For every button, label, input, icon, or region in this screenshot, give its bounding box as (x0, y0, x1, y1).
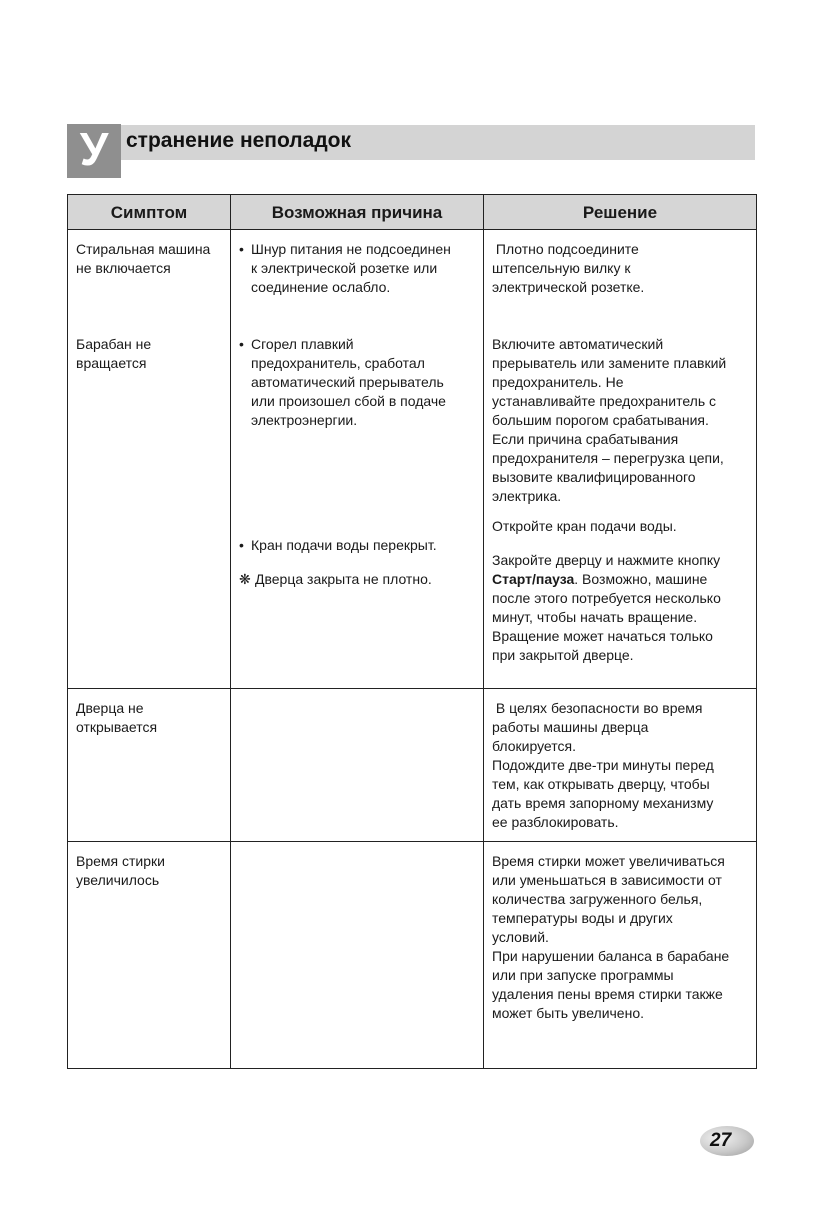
cause-line: к электрической розетке или (251, 260, 438, 276)
symptom-line: не включается (76, 260, 171, 276)
solution-line: ее разблокировать. (492, 814, 619, 830)
solution-line: Вращение может начаться только (492, 628, 713, 644)
solution-line: при закрытой дверце. (492, 647, 634, 663)
solution-line: При нарушении баланса в барабане (492, 948, 730, 964)
cause-cell (231, 842, 484, 1069)
solution-line: Откройте кран подачи воды. (492, 518, 677, 534)
solution-line: предохранитель. Не (492, 374, 624, 390)
section-header (67, 124, 755, 178)
cause-item (239, 570, 475, 589)
solution-line (492, 570, 748, 589)
solution-line: В целях безопасности во время (492, 700, 703, 716)
solution-line: большим порогом срабатывания. (492, 412, 709, 428)
page-title: странение неполадок (126, 129, 351, 152)
solution-line: Подождите две-три минуты перед (492, 757, 714, 773)
cause-line: Кран подачи воды перекрыт. (251, 537, 437, 553)
symptom-line: Дверца не (76, 700, 144, 716)
solution-line: Если причина срабатывания (492, 431, 679, 447)
solution-line: Закройте дверцу и нажмите кнопку (492, 552, 721, 568)
solution-cell (484, 230, 757, 689)
solution-line: условий. (492, 929, 549, 945)
table-row (68, 230, 757, 689)
cause-line: автоматический прерыватель (251, 374, 444, 390)
column-header-solution: Решение (484, 195, 757, 230)
solution-block (492, 240, 748, 297)
table-header-row (68, 195, 757, 230)
symptom-line: Барабан не (76, 336, 152, 352)
cause-item (239, 240, 475, 297)
solution-line: работы машины дверца (492, 719, 649, 735)
cause-line: Сгорел плавкий (251, 336, 354, 352)
solution-line: или при запуске программы (492, 967, 674, 983)
solution-line: может быть увеличено. (492, 1005, 644, 1021)
solution-line: прерыватель или замените плавкий (492, 355, 727, 371)
solution-line: электрической розетке. (492, 279, 645, 295)
cause-cell (231, 230, 484, 689)
solution-line: удаления пены время стирки также (492, 986, 723, 1002)
page-number-badge (700, 1126, 754, 1156)
bullet-icon: • (239, 241, 244, 257)
cause-line: или произошел сбой в подаче (251, 393, 446, 409)
cause-line: предохранитель, сработал (251, 355, 425, 371)
solution-line: блокируется. (492, 738, 576, 754)
symptom-cell (68, 689, 231, 842)
solution-line: электрика. (492, 488, 562, 504)
table-row (68, 689, 757, 842)
page-number: 27 (710, 1130, 732, 1151)
cause-line: Шнур питания не подсоединен (251, 241, 451, 257)
symptom-line: открывается (76, 719, 158, 735)
column-header-symptom: Симптом (68, 195, 231, 230)
solution-block (492, 551, 748, 665)
solution-line: Время стирки может увеличиваться (492, 853, 725, 869)
cause-item (239, 335, 475, 430)
bullet-icon: • (239, 336, 244, 352)
solution-line: устанавливайте предохранитель с (492, 393, 717, 409)
symptom-line: увеличилось (76, 872, 160, 888)
solution-line: минут, чтобы начать вращение. (492, 609, 698, 625)
table-row (68, 842, 757, 1069)
cause-line: электроэнергии. (251, 412, 358, 428)
symptom-line: Стиральная машина (76, 241, 211, 257)
column-header-cause: Возможная причина (231, 195, 484, 230)
solution-line: Плотно подсоедините (492, 241, 639, 257)
solution-line: вызовите квалифицированного (492, 469, 696, 485)
troubleshooting-table (67, 194, 757, 1069)
solution-line: штепсельную вилку к (492, 260, 631, 276)
asterisk-icon: ❋ (239, 571, 251, 587)
solution-line: Включите автоматический (492, 336, 664, 352)
start-pause-button-name: Старт/пауза (492, 571, 575, 587)
header-initial-letter: У (67, 124, 121, 178)
solution-line: предохранителя – перегрузка цепи, (492, 450, 724, 466)
symptom-line: вращается (76, 355, 147, 371)
solution-block (492, 335, 748, 506)
symptom-cell (68, 842, 231, 1069)
cause-line: соединение ослабло. (251, 279, 391, 295)
solution-block (492, 517, 748, 536)
solution-line: тем, как открывать дверцу, чтобы (492, 776, 710, 792)
solution-line: после этого потребуется несколько (492, 590, 721, 606)
solution-line: дать время запорному механизму (492, 795, 714, 811)
solution-line: температуры воды и других (492, 910, 673, 926)
solution-cell (484, 689, 757, 842)
symptom-line: Время стирки (76, 853, 165, 869)
cause-item (239, 536, 475, 555)
cause-cell (231, 689, 484, 842)
cause-line: Дверца закрыта не плотно. (255, 571, 432, 587)
solution-cell (484, 842, 757, 1069)
solution-text: . Возможно, машине (574, 571, 708, 587)
solution-line: или уменьшаться в зависимости от (492, 872, 722, 888)
bullet-icon: • (239, 537, 244, 553)
symptom-cell (68, 230, 231, 689)
solution-line: количества загруженного белья, (492, 891, 703, 907)
